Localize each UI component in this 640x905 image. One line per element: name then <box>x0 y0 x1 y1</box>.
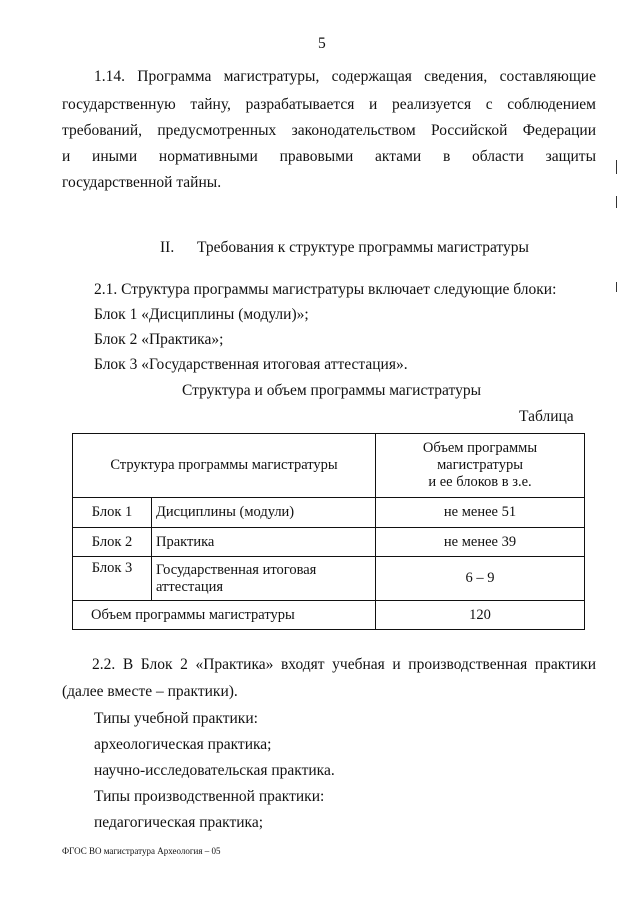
name-cell-line-1: Государственная итоговая <box>156 561 317 578</box>
name-cell <box>152 557 376 601</box>
section-number: II. <box>160 239 175 256</box>
table-row <box>73 557 585 601</box>
paragraph-1-14-line-2: государственную тайну, разрабатывается и реализуется с соблюдением <box>62 96 596 113</box>
header-volume <box>376 434 585 498</box>
structure-table <box>72 433 585 630</box>
paragraph-2-2-line-2: (далее вместе – практики). <box>62 683 238 700</box>
study-practice-types: Типы учебной практики: <box>94 710 258 727</box>
name-cell: Дисциплины (модули) <box>152 498 376 528</box>
table-row <box>73 528 585 557</box>
name-cell: Практика <box>152 528 376 557</box>
table-label: Таблица <box>519 408 574 425</box>
practice-pedagogical: педагогическая практика; <box>94 814 264 831</box>
scan-mark <box>616 196 617 208</box>
paragraph-1-14-line-5: государственной тайны. <box>62 174 222 191</box>
scan-mark <box>616 160 617 174</box>
production-practice-types: Типы производственной практики: <box>94 788 325 805</box>
block-cell: Блок 3 <box>73 557 152 601</box>
header-volume-line-2: магистратуры <box>437 457 523 473</box>
block-2-item: Блок 2 «Практика»; <box>94 331 224 348</box>
paragraph-2-2-line-1: 2.2. В Блок 2 «Практика» входят учебная и производственная практики <box>92 656 596 673</box>
header-volume-line-3: и ее блоков в з.е. <box>428 474 532 490</box>
value-cell: не менее 51 <box>376 498 585 528</box>
block-3-item: Блок 3 «Государственная итоговая аттестация». <box>94 356 408 373</box>
section-title: Требования к структуре программы магистратуры <box>197 239 529 256</box>
page-number: 5 <box>318 35 326 52</box>
header-structure: Структура программы магистратуры <box>73 434 376 498</box>
block-cell: Блок 2 <box>73 528 152 557</box>
paragraph-2-1: 2.1. Структура программы магистратуры включает следующие блоки: <box>94 281 557 298</box>
value-cell: не менее 39 <box>376 528 585 557</box>
table-header-row <box>73 434 585 498</box>
table-caption: Структура и объем программы магистратуры <box>182 382 482 399</box>
practice-archaeological: археологическая практика; <box>94 736 272 753</box>
paragraph-1-14-line-4: и иными нормативными правовыми актами в области защиты <box>62 148 596 165</box>
footer: ФГОС ВО магистратура Археология – 05 <box>62 846 221 856</box>
practice-research: научно-исследовательская практика. <box>94 762 335 779</box>
paragraph-1-14-line-1: 1.14. Программа магистратуры, содержащая сведения, составляющие <box>94 68 596 85</box>
header-volume-line-1: Объем программы <box>422 440 538 456</box>
value-cell: 6 – 9 <box>376 557 585 601</box>
total-label-cell: Объем программы магистратуры <box>73 601 376 630</box>
block-1-item: Блок 1 «Дисциплины (модули)»; <box>94 306 309 323</box>
table-total-row <box>73 601 585 630</box>
table-row <box>73 498 585 528</box>
total-value-cell: 120 <box>376 601 585 630</box>
paragraph-1-14-line-3: требований, предусмотренных законодательством Российской Федерации <box>62 122 596 139</box>
block-cell: Блок 1 <box>73 498 152 528</box>
scan-mark <box>616 282 617 292</box>
name-cell-line-2: аттестация <box>156 578 224 595</box>
